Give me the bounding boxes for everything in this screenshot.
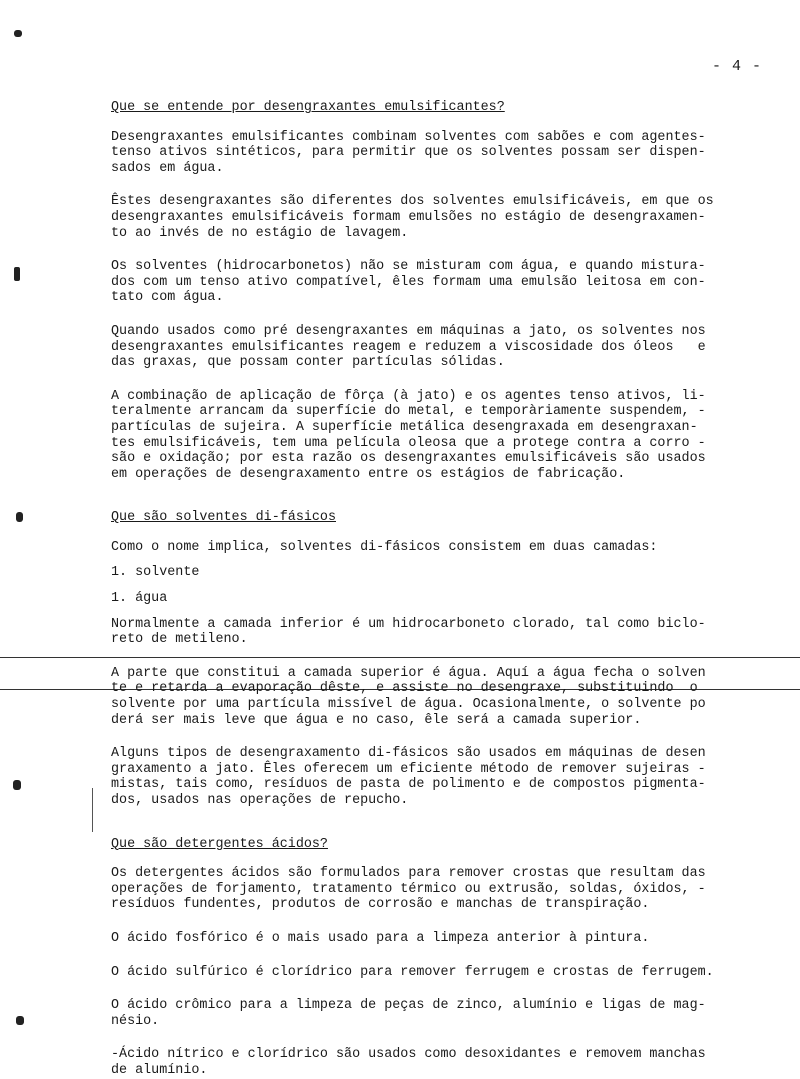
paragraph — [111, 130, 771, 177]
text-line: te e retarda a evaporação dêste, e assiste no desengraxe, substituindo o — [111, 681, 698, 697]
text-line: reto de metileno. — [111, 632, 248, 648]
text-line: teralmente arrancam da superfície do metal, e temporàriamente suspendem, - — [111, 404, 706, 420]
section-heading: Que são detergentes ácidos? — [111, 836, 328, 852]
text-line: Os solventes (hidrocarbonetos) não se misturam com água, e quando mistura- — [111, 259, 706, 275]
text-line: em operações de desengraxamento entre os estágios de fabricação. — [111, 466, 626, 482]
paragraph — [111, 324, 771, 371]
text-line: tato com água. — [111, 290, 224, 306]
text-line: partículas de sujeira. A superfície metálica desengraxada em desengraxan- — [111, 419, 698, 435]
text-line: são e oxidação; por esta razão os desengraxantes emulsificáveis são usados — [111, 451, 706, 467]
section-heading: Que são solventes di-fásicos — [111, 510, 336, 526]
paragraph — [111, 389, 771, 483]
text-line: operações de forjamento, tratamento térmico ou extrusão, soldas, óxidos, - — [111, 881, 706, 897]
section-heading: Que se entende por desengraxantes emulsificantes? — [111, 100, 505, 115]
text-line: de alumínio. — [111, 1062, 208, 1078]
text-line: Alguns tipos de desengraxamento di-fásicos são usados em máquinas de desen — [111, 746, 706, 762]
text-line: dos, usados nas operações de repucho. — [111, 793, 409, 808]
text-line: Quando usados como pré desengraxantes em máquinas a jato, os solventes nos — [111, 323, 706, 339]
text-line: resíduos fundentes, produtos de corrosão e manchas de transpiração. — [111, 897, 650, 913]
paragraph — [111, 617, 771, 648]
text-line: tenso ativos sintéticos, para permitir que os solventes possam ser dispen- — [111, 145, 706, 161]
paragraph — [111, 194, 771, 241]
text-line: Êstes desengraxantes são diferentes dos solventes emulsificáveis, em que os — [111, 194, 714, 210]
text-line: Os detergentes ácidos são formulados para remover crostas que resultam das — [111, 866, 706, 882]
paragraph — [111, 998, 771, 1029]
text-line: tes emulsificáveis, tem uma película oleosa que a protege contra a corro - — [111, 435, 706, 451]
text-line: graxamento a jato. Êles oferecem um eficiente método de remover sujeiras - — [111, 761, 706, 777]
binder-hole-mark — [14, 267, 20, 281]
document-body — [111, 100, 771, 1079]
text-line: dos com um tenso ativo compatível, êles formam uma emulsão leitosa em con- — [111, 274, 706, 290]
text-line: nésio. — [111, 1013, 160, 1029]
text-line: das graxas, que possam conter partículas sólidas. — [111, 355, 505, 371]
text-line: solvente por uma partícula missível de água. Ocasionalmente, o solvente po — [111, 697, 706, 713]
paragraph — [111, 666, 771, 728]
text-line: sados em água. — [111, 160, 224, 176]
paragraph — [111, 259, 771, 306]
text-line: O ácido sulfúrico é clorídrico para remover ferrugem e crostas de ferrugem. — [111, 964, 714, 980]
binder-hole-mark — [16, 1016, 24, 1025]
page-number: - 4 - — [712, 58, 763, 75]
text-line: desengraxantes emulsificantes reagem e reduzem a viscosidade dos óleos e — [111, 339, 706, 355]
paragraph — [111, 746, 771, 808]
paragraph — [111, 866, 771, 913]
text-line: to ao invés de no estágio de lavagem. — [111, 225, 409, 241]
margin-bracket — [92, 788, 93, 832]
text-line: A combinação de aplicação de fôrça (à jato) e os agentes tenso ativos, li- — [111, 388, 706, 404]
text-line: A parte que constitui a camada superior é água. Aquí a água fecha o solven — [111, 665, 706, 681]
text-line: O ácido crômico para a limpeza de peças de zinco, alumínio e ligas de mag- — [111, 998, 706, 1014]
list-item: 1. água — [111, 591, 168, 607]
text-line: Normalmente a camada inferior é um hidrocarboneto clorado, tal como biclo- — [111, 616, 706, 632]
text-line: Desengraxantes emulsificantes combinam solventes com sabões e com agentes- — [111, 129, 706, 145]
list-item: 1. solvente — [111, 565, 200, 581]
text-line: O ácido fosfórico é o mais usado para a limpeza anterior à pintura. — [111, 930, 650, 946]
text-line: Como o nome implica, solventes di-fásicos consistem em duas camadas: — [111, 539, 658, 555]
paragraph — [111, 1047, 771, 1078]
binder-hole-mark — [16, 512, 23, 522]
binder-hole-mark — [14, 30, 22, 37]
binder-hole-mark — [13, 780, 21, 790]
text-line: mistas, tais como, resíduos de pasta de polimento e de compostos pigmenta- — [111, 777, 706, 793]
text-line: desengraxantes emulsificáveis formam emulsões no estágio de desengraxamen- — [111, 209, 706, 225]
text-line: derá ser mais leve que água e no caso, êle será a camada superior. — [111, 712, 642, 728]
text-line: -Ácido nítrico e clorídrico são usados como desoxidantes e removem manchas — [111, 1047, 706, 1063]
